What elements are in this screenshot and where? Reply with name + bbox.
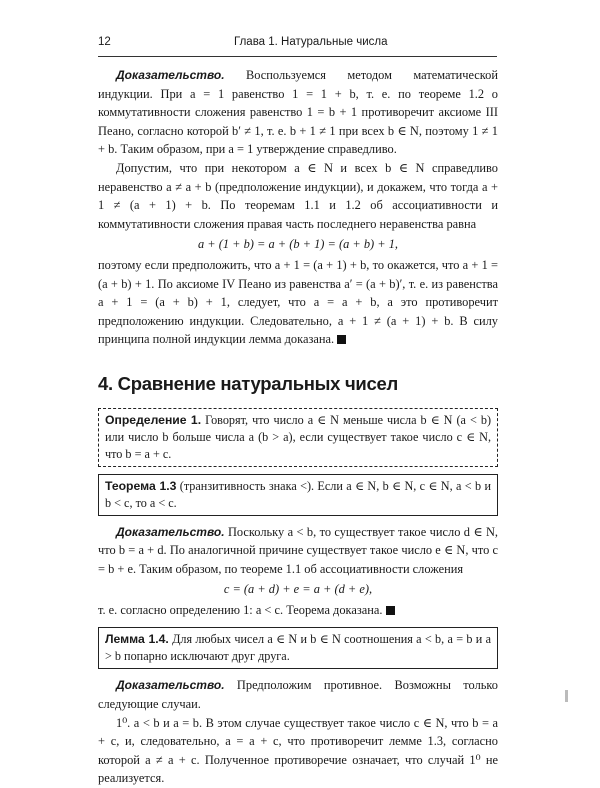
proof-label: Доказательство.	[116, 524, 225, 539]
running-header	[98, 36, 497, 54]
definition-label: Определение 1.	[105, 412, 202, 427]
section-title: 4. Сравнение натуральных чисел	[98, 372, 398, 394]
proof-text: Воспользуемся методом математической индукции. При a = 1 равенство 1 = 1 + b, т. е. по теореме 1.2 о коммутативности сложения равенство 1 = b + 1 противоречит аксиоме III Пеано, согласно которой b′ ≠ 1, т. е. b + 1 ≠ 1 при всех b ∈ N, поэтому 1 ≠ 1 + b. Таким образом, при a = 1 утверждение справедливо.	[98, 68, 498, 157]
proof-paragraph-5	[98, 601, 498, 620]
proof-paragraph-7: 1⁰. a < b и a = b. В этом случае существует такое число c ∈ N, что b = a + c, и, следовательно, a = a + c, что противоречит лемме 1.3, согласно которой a ≠ a + c. Полученное противоречие означает, что случай 1⁰ не реализуется.	[98, 715, 498, 786]
definition-text: Говорят, что число a ∈ N меньше числа b ∈ N (a < b) или число b больше числа a (b > a), если существует такое число c ∈ N, что b = a + c.	[105, 412, 491, 461]
theorem-label: Теорема 1.3	[105, 478, 177, 493]
proof-paragraph-1	[98, 66, 498, 159]
header-rule	[98, 56, 497, 57]
proof-paragraph-2: Допустим, что при некотором a ∈ N и всех b ∈ N справедливо неравенство a ≠ a + b (предположение индукции), и докажем, что тогда a + 1 ≠ (a + 1) + b. По теоремам 1.1 и 1.2 об ассоциативности и коммутативности сложения правая часть последнего неравенства равна	[98, 160, 498, 231]
proof-label: Доказательство.	[116, 68, 225, 82]
lemma-label: Лемма 1.4.	[105, 632, 169, 647]
lemma-text: Для любых чисел a ∈ N и b ∈ N соотношения a < b, a = b и a > b попарно исключают друг друга.	[105, 632, 491, 664]
proof-text: поэтому если предположить, что a + 1 = (a + 1) + b, то окажется, что a + 1 = (a + b) + 1. По аксиоме IV Пеано из равенства a′ = (a + b)′, т. е. из равенства a + 1 = (a + b) + 1, следует, что a = a + b, а это противоречит предположению индукции. Следовательно, a + 1 ≠ (a + 1) + b. В силу принципа полной индукции лемма доказана.	[98, 257, 498, 347]
end-of-proof-mark	[337, 335, 346, 344]
proof-paragraph-3	[98, 256, 498, 349]
page-number: 12	[98, 36, 111, 48]
proof-label: Доказательство.	[116, 678, 225, 693]
end-of-proof-mark	[386, 606, 395, 615]
proof-text: т. е. согласно определению 1: a < c. Теорема доказана.	[98, 602, 383, 617]
page-body	[98, 66, 498, 788]
proof-text: Поскольку a < b, то существует такое число d ∈ N, что b = a + d. По аналогичной причине существует такое число e ∈ N, что c = b + e. Таким образом, по теореме 1.1 об ассоциативности сложения	[98, 524, 498, 576]
proof-text: Предположим противное. Возможны только следующие случаи.	[98, 678, 498, 712]
lemma-box	[98, 627, 498, 669]
theorem-box	[98, 474, 498, 516]
scan-artifact	[565, 690, 568, 702]
formula: c = (a + d) + e = a + (d + e),	[223, 582, 373, 597]
definition-box	[98, 408, 498, 467]
proof-paragraph-4	[98, 523, 498, 579]
formula: a + (1 + b) = a + (b + 1) = (a + b) + 1,	[197, 237, 399, 252]
chapter-title: Глава 1. Натуральные числа	[234, 36, 388, 48]
theorem-text: (транзитивность знака <). Если a ∈ N, b ∈ N, c ∈ N, a < b и b < c, то a < c.	[105, 478, 491, 510]
proof-paragraph-6	[98, 676, 498, 713]
